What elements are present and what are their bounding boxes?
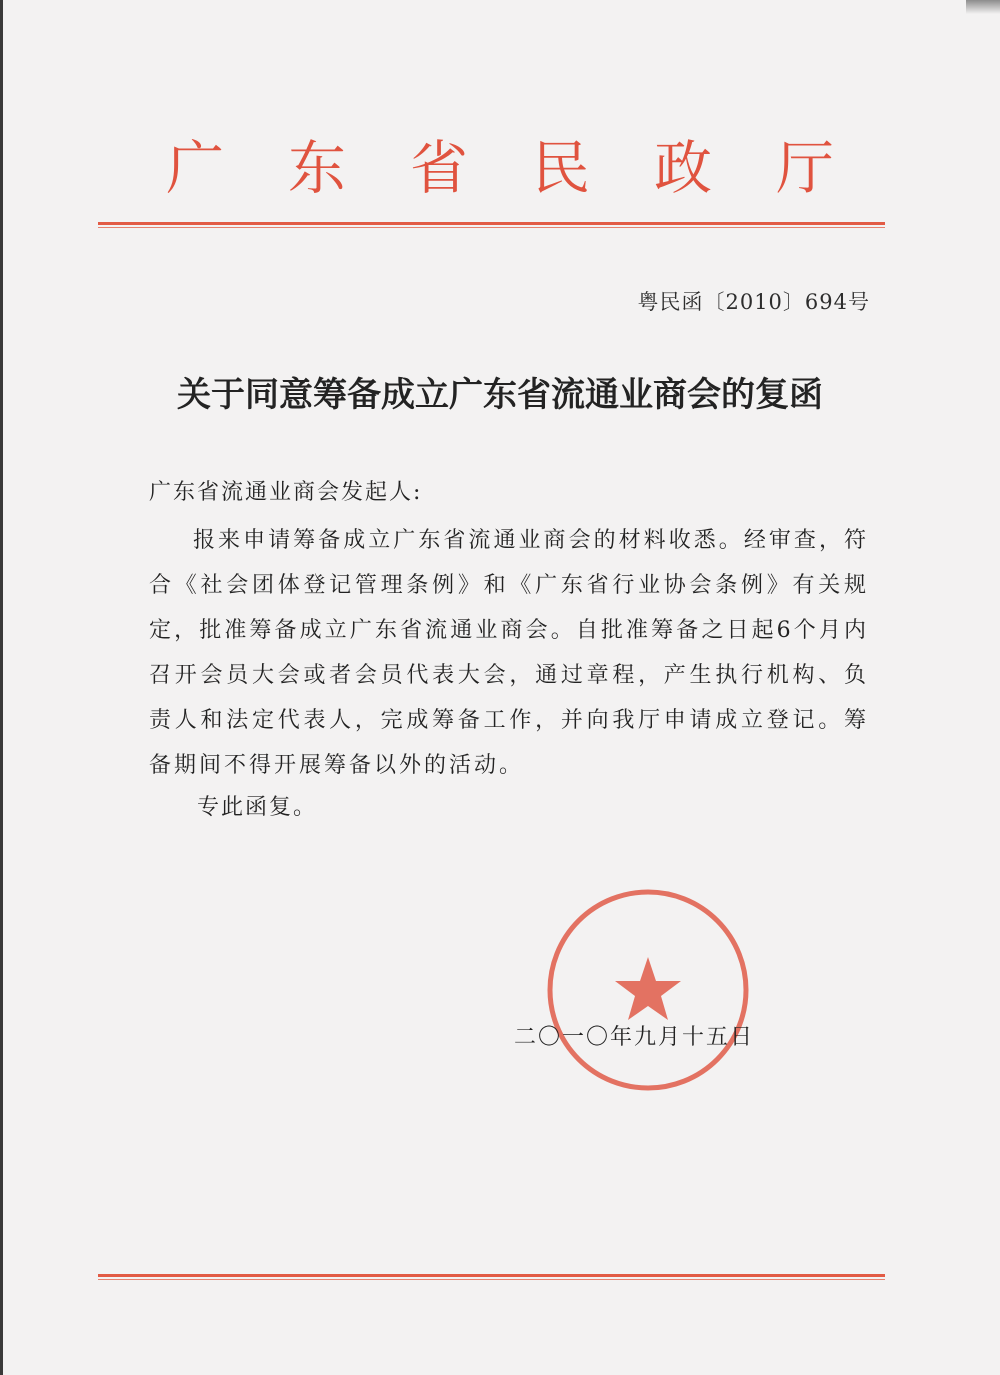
scan-edge [0, 0, 3, 1375]
header-char: 民 [531, 134, 590, 202]
closing-line: 专此函复。 [197, 795, 318, 820]
header-char: 广 [165, 134, 224, 202]
document-number: 粤民函〔2010〕694号 [637, 290, 870, 314]
issuing-organization-header [155, 128, 845, 208]
body-text [149, 518, 869, 788]
scan-shadow [966, 0, 1000, 14]
issue-date: 二〇一〇年九月十五日 [514, 1025, 755, 1050]
header-char: 东 [287, 134, 346, 202]
star-icon [615, 957, 681, 1020]
header-char: 政 [653, 134, 712, 202]
official-seal [543, 885, 753, 1095]
body-paragraph: 报来申请筹备成立广东省流通业商会的材料收悉。经审查，符合《社会团体登记管理条例》和《广东省行业协会条例》有关规定，批准筹备成立广东省流通业商会。自批准筹备之日起6个月内召开会员大会或者会员代表大会，通过章程，产生执行机构、负责人和法定代表人，完成筹备工作，并向我厅申请成立登记。筹备期间不得开展筹备以外的活动。 [149, 528, 869, 778]
footer-divider [98, 1274, 885, 1280]
salutation: 广东省流通业商会发起人: [149, 480, 423, 505]
header-char: 厅 [775, 134, 834, 202]
header-divider [98, 222, 885, 228]
document-title: 关于同意筹备成立广东省流通业商会的复函 [177, 375, 823, 415]
header-char: 省 [409, 134, 468, 202]
